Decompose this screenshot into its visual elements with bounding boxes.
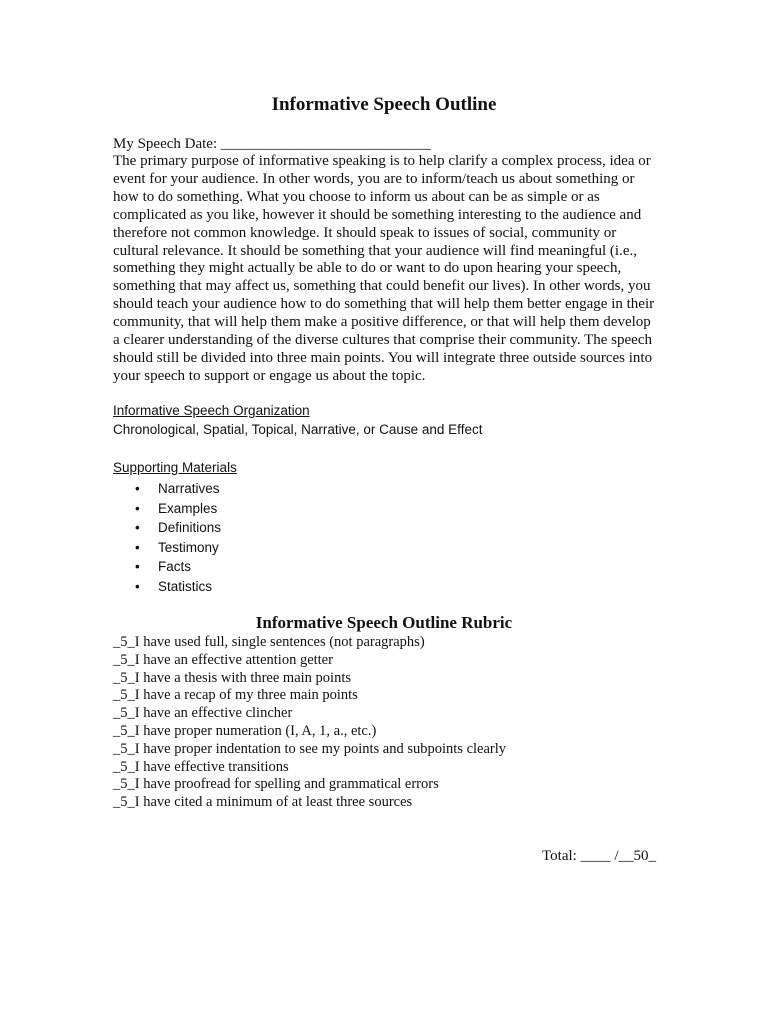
supporting-materials-list <box>113 479 221 596</box>
list-item <box>113 577 221 597</box>
organization-types: Chronological, Spatial, Topical, Narrative, or Cause and Effect <box>113 422 483 437</box>
rubric-item: _5_I have a recap of my three main points <box>113 687 358 704</box>
rubric-item: _5_I have cited a minimum of at least three sources <box>113 794 413 811</box>
list-item <box>113 518 221 538</box>
bullet-icon: • <box>135 481 140 496</box>
rubric-item: _5_I have proper indentation to see my points and subpoints clearly <box>113 740 507 757</box>
list-item <box>113 479 221 499</box>
rubric-item: _5_I have used full, single sentences (not paragraphs) <box>113 634 425 650</box>
rubric-title: Informative Speech Outline Rubric <box>255 613 513 632</box>
supporting-materials-heading: Supporting Materials <box>113 460 237 475</box>
bullet-icon: • <box>135 578 140 594</box>
list-item <box>113 538 221 558</box>
rubric-item: _5_I have an effective clincher <box>113 705 293 722</box>
list-item-label: Examples <box>158 500 218 516</box>
speech-date-field: My Speech Date: ____________________________ <box>113 136 431 152</box>
list-item-label: Facts <box>158 559 192 574</box>
total-score: Total: ____ /__50_ <box>542 848 656 864</box>
rubric-item: _5_I have a thesis with three main points <box>113 669 351 686</box>
list-item-label: Definitions <box>158 520 222 535</box>
rubric-item: _5_I have an effective attention getter <box>113 651 333 668</box>
bullet-icon: • <box>135 559 140 574</box>
bullet-icon: • <box>135 500 140 516</box>
list-item <box>113 557 221 577</box>
page-title: Informative Speech Outline <box>271 94 497 115</box>
organization-heading: Informative Speech Organization <box>113 403 310 418</box>
rubric-item: _5_I have proofread for spelling and grammatical errors <box>113 776 439 793</box>
list-item-label: Testimony <box>158 539 219 555</box>
bullet-icon: • <box>135 520 140 535</box>
rubric-list <box>113 634 506 812</box>
list-item-label: Narratives <box>158 481 220 496</box>
intro-paragraph: The primary purpose of informative speaking is to help clarify a complex process, idea or event for your audience. In other words, you are to inform/teach us about something or how to do something. What you choose to inform us about can be as simple or as complicated as you like, however it should be something interesting to the audience and therefore not common knowledge. It should speak to issues of social, community or cultural relevance. It should be something that your audience will find meaningful (i.e., something they might actually be able to do or want to do upon hearing your speech, something that may affect us, something that could benefit our lives). In other words, you should teach your audience how to do something that will help them better engage in their community, that will help them make a positive difference, or that will help them develop a clearer understanding of the diverse cultures that comprise their community. The speech should still be divided into three main points. You will integrate three outside sources into your speech to support or engage us about the topic. <box>113 153 655 384</box>
rubric-item: _5_I have effective transitions <box>113 758 289 775</box>
list-item-label: Statistics <box>158 578 213 594</box>
bullet-icon: • <box>135 539 140 555</box>
rubric-item: _5_I have proper numeration (I, A, 1, a., etc.) <box>113 722 377 739</box>
list-item <box>113 499 221 519</box>
